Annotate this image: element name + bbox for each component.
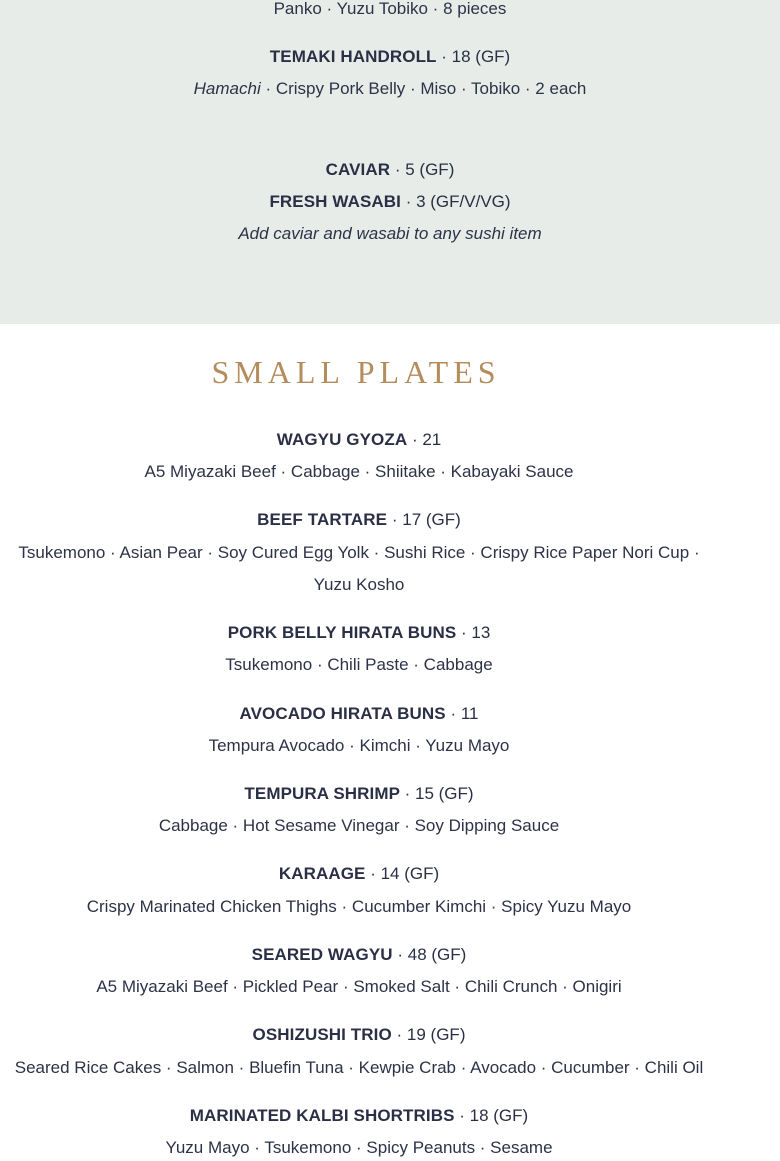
item-price: · 48 (GF) bbox=[392, 945, 467, 964]
item-price: · 17 (GF) bbox=[387, 510, 461, 529]
item-price: · 5 (GF) bbox=[390, 160, 455, 179]
item-description: Crispy Marinated Chicken Thighs · Cucumber Kimchi · Spicy Yuzu Mayo bbox=[86, 897, 632, 916]
description-italic: Hamachi bbox=[193, 79, 261, 98]
menu-item-tempura-shrimp bbox=[0, 783, 718, 805]
menu-item-caviar bbox=[0, 159, 780, 181]
temaki-description bbox=[0, 78, 780, 100]
menu-item-kalbi-shortribs bbox=[0, 1105, 718, 1127]
sushi-item-description: Panko · Yuzu Tobiko · 8 pieces bbox=[273, 0, 507, 18]
item-description: Yuzu Mayo · Tsukemono · Spicy Peanuts · Sesame bbox=[165, 1138, 553, 1157]
item-price: · 3 (GF/V/VG) bbox=[400, 192, 511, 211]
item-name: CAVIAR bbox=[325, 160, 391, 179]
menu-item-seared-wagyu bbox=[0, 944, 718, 966]
addon-note: Add caviar and wasabi to any sushi item bbox=[238, 224, 542, 243]
section-title-small-plates: SMALL PLATES bbox=[211, 354, 501, 390]
item-price: · 15 (GF) bbox=[404, 784, 474, 803]
item-name: TEMAKI HANDROLL bbox=[269, 47, 437, 66]
menu-item-karaage bbox=[0, 863, 718, 885]
item-description: Seared Rice Cakes · Salmon · Bluefin Tuna · Kewpie Crab · Avocado · Cucumber · Chili Oil bbox=[14, 1058, 704, 1077]
item-name: AVOCADO HIRATA BUNS bbox=[239, 704, 446, 723]
description-text: · Crispy Pork Belly · Miso · Tobiko · 2 each bbox=[260, 79, 587, 98]
item-description: Cabbage · Hot Sesame Vinegar · Soy Dipping Sauce bbox=[158, 816, 560, 835]
item-price: · 13 bbox=[456, 623, 491, 642]
menu-item-oshizushi-trio bbox=[0, 1024, 718, 1046]
item-name: OSHIZUSHI TRIO bbox=[252, 1025, 392, 1044]
item-name: WAGYU GYOZA bbox=[276, 430, 408, 449]
item-name: MARINATED KALBI SHORTRIBS bbox=[189, 1106, 455, 1125]
menu-item-avocado-buns bbox=[0, 703, 718, 725]
item-name: BEEF TARTARE bbox=[257, 510, 388, 529]
item-description: Tsukemono · Chili Paste · Cabbage bbox=[225, 655, 493, 674]
item-name: TEMPURA SHRIMP bbox=[244, 784, 405, 803]
item-price: · 14 (GF) bbox=[365, 864, 440, 883]
item-name: PORK BELLY HIRATA BUNS bbox=[227, 623, 457, 642]
item-price: · 19 (GF) bbox=[391, 1025, 466, 1044]
item-name: KARAAGE bbox=[278, 864, 366, 883]
item-price: · 18 (GF) bbox=[454, 1106, 529, 1125]
item-price: · 11 bbox=[445, 704, 479, 723]
item-description: A5 Miyazaki Beef · Pickled Pear · Smoked Salt · Chili Crunch · Onigiri bbox=[96, 977, 622, 996]
menu-item-wasabi bbox=[0, 191, 780, 213]
menu-item-pork-belly-buns bbox=[0, 622, 718, 644]
menu-item-beef-tartare bbox=[0, 509, 718, 531]
item-name: FRESH WASABI bbox=[269, 192, 401, 211]
item-description: A5 Miyazaki Beef · Cabbage · Shiitake · Kabayaki Sauce bbox=[144, 462, 574, 481]
menu-item-wagyu-gyoza bbox=[0, 429, 718, 451]
menu-item-temaki bbox=[0, 46, 780, 68]
item-description: Tsukemono · Asian Pear · Soy Cured Egg Yolk · Sushi Rice · Crispy Rice Paper Nori Cup · Yuzu Kosho bbox=[18, 543, 700, 594]
item-price: · 18 (GF) bbox=[436, 47, 511, 66]
item-name: SEARED WAGYU bbox=[251, 945, 393, 964]
item-description: Tempura Avocado · Kimchi · Yuzu Mayo bbox=[208, 736, 510, 755]
item-price: · 21 bbox=[407, 430, 442, 449]
